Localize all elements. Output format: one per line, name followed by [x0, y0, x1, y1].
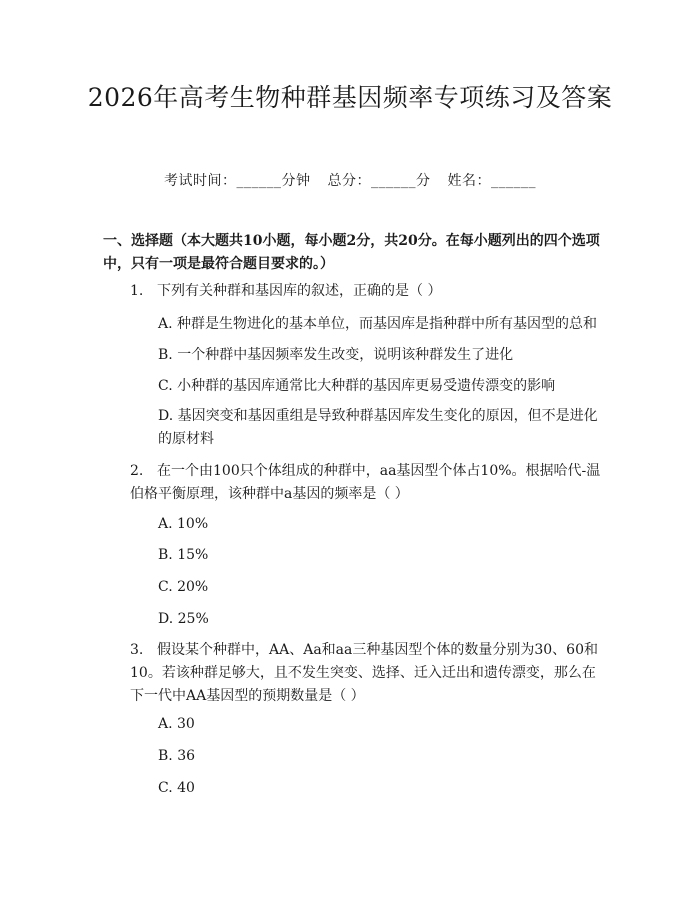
- question-number: 2.: [130, 463, 144, 479]
- option-3a: A. 30: [158, 716, 195, 732]
- question-2: [103, 460, 603, 506]
- option-3c: C. 40: [158, 780, 195, 796]
- question-stem: 下列有关种群和基因库的叙述，正确的是（ ）: [157, 283, 442, 299]
- option-1c: C. 小种群的基因库通常比大种群的基因库更易受遗传漂变的影响: [158, 378, 556, 394]
- option-2d: D. 25%: [158, 611, 209, 627]
- document-title: 2026年高考生物种群基因频率专项练习及答案: [87, 83, 613, 112]
- option-1a: A. 种群是生物进化的基本单位，而基因库是指种群中所有基因型的总和: [158, 316, 598, 332]
- option-3b: B. 36: [158, 748, 196, 764]
- option-1d-text: D. 基因突变和基因重组是导致种群基因库发生变化的原因，但不是进化的原材料: [158, 408, 598, 447]
- exam-name: 姓名：______: [447, 173, 536, 189]
- option-2c: C. 20%: [158, 579, 209, 595]
- option-1d: [103, 405, 603, 451]
- question-stem: 在一个由100只个体组成的种群中，aa基因型个体占10%。根据哈代-温伯格平衡原理，该种群中a基因的频率是（ ）: [130, 463, 601, 502]
- question-number: 3.: [130, 642, 144, 658]
- option-1b: B. 一个种群中基因频率发生改变，说明该种群发生了进化: [158, 347, 514, 363]
- question-1: [103, 280, 603, 303]
- section-heading: 一、选择题（本大题共10小题，每小题2分，共20分。在每小题列出的四个选项中，只有一项是最符合题目要求的。）: [103, 233, 600, 272]
- exam-meta: [0, 170, 700, 190]
- option-2b: B. 15%: [158, 547, 209, 563]
- option-2a: A. 10%: [158, 516, 209, 532]
- question-3: [103, 639, 603, 708]
- exam-time: 考试时间：______分钟: [164, 173, 311, 189]
- question-number: 1.: [130, 283, 144, 299]
- question-stem: 假设某个种群中，AA、Aa和aa三种基因型个体的数量分别为30、60和10。若该种群足够大，且不发生突变、选择、迁入迁出和遗传漂变，那么在下一代中AA基因型的预期数量是（ ）: [130, 642, 598, 704]
- exam-score: 总分：______分: [327, 173, 431, 189]
